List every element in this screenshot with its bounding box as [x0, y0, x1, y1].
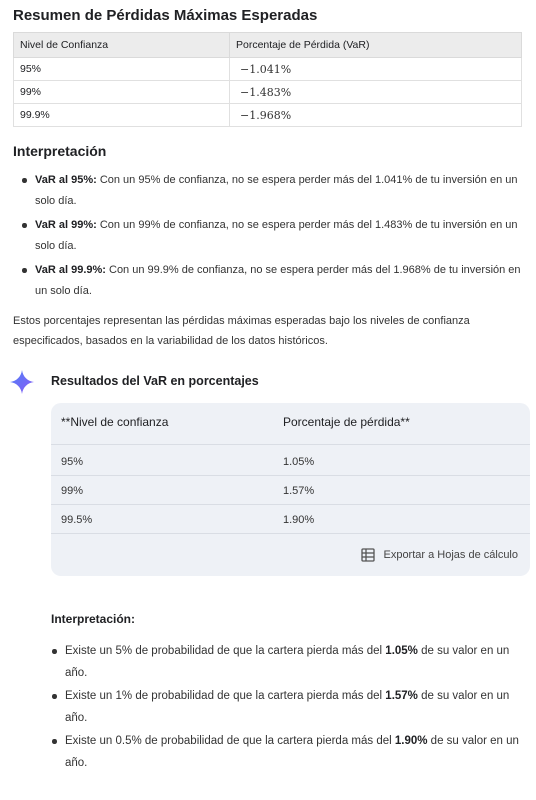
- interpretation-heading: Interpretación: [13, 143, 107, 159]
- bullet-text: Existe un 1% de probabilidad de que la cartera pierda más del: [65, 690, 386, 702]
- cell-confidence: 95%: [61, 456, 84, 468]
- header-loss: Porcentaje de pérdida**: [283, 415, 410, 429]
- cell-confidence: 99.5%: [61, 514, 93, 526]
- header-confidence: Nivel de Confianza: [14, 33, 230, 58]
- interpretation-list: [13, 170, 525, 301]
- list-item: [13, 170, 525, 211]
- cell-confidence: 99%: [14, 81, 230, 104]
- header-loss: Porcentaje de Pérdida (VaR): [230, 33, 522, 58]
- bullet-label: VaR al 95%:: [35, 174, 97, 186]
- list-item: [13, 215, 525, 256]
- list-item: [51, 730, 531, 774]
- interpretation-list-2: [51, 640, 531, 775]
- export-label: Exportar a Hojas de cálculo: [383, 549, 518, 561]
- row-divider: [51, 444, 530, 445]
- bullet-value: 1.57%: [385, 690, 418, 702]
- bullet-text: Existe un 5% de probabilidad de que la cartera pierda más del: [65, 645, 386, 657]
- table-row: [14, 81, 522, 104]
- bullet-text: de su valor en un año.: [65, 690, 510, 724]
- bullet-value: 1.05%: [385, 645, 418, 657]
- summary-paragraph: Estos porcentajes representan las pérdidas máximas esperadas bajo los niveles de confianza especificados, basados en la variabilidad de los datos históricos.: [13, 315, 470, 347]
- summary-title: Resumen de Pérdidas Máximas Esperadas: [13, 7, 318, 24]
- bullet-text: Existe un 0.5% de probabilidad de que la cartera pierda más del: [65, 735, 395, 747]
- header-confidence: **Nivel de confianza: [61, 415, 169, 429]
- cell-loss: −1.483%: [230, 81, 522, 104]
- cell-loss: 1.90%: [283, 514, 315, 526]
- interpretation-heading-2: Interpretación:: [51, 612, 136, 626]
- results-table-card: [51, 403, 530, 576]
- export-to-sheets-button[interactable]: [361, 548, 518, 562]
- row-divider: [51, 475, 530, 476]
- table-header-row: [14, 33, 522, 58]
- results-title: Resultados del VaR en porcentajes: [51, 374, 259, 388]
- summary-section: [13, 0, 525, 351]
- cell-confidence: 99%: [61, 485, 84, 497]
- table-row: [14, 104, 522, 127]
- bullet-text: Con un 99% de confianza, no se espera perder más del 1.483% de tu inversión en un solo día.: [35, 219, 518, 252]
- bullet-text: Con un 95% de confianza, no se espera perder más del 1.041% de tu inversión en un solo día.: [35, 174, 518, 207]
- bullet-value: 1.90%: [394, 735, 428, 747]
- sparkle-icon: [10, 370, 34, 394]
- list-item: [51, 685, 531, 729]
- list-item: [51, 640, 531, 684]
- cell-loss: 1.57%: [283, 485, 315, 497]
- cell-loss: −1.041%: [230, 58, 522, 81]
- row-divider: [51, 504, 530, 505]
- var-summary-table: [13, 32, 522, 127]
- table-row: [14, 58, 522, 81]
- cell-confidence: 99.9%: [14, 104, 230, 127]
- cell-confidence: 95%: [14, 58, 230, 81]
- bullet-text: de su valor en un año.: [65, 735, 519, 769]
- bullet-text: de su valor en un año.: [65, 645, 510, 679]
- cell-loss: −1.968%: [230, 104, 522, 127]
- bullet-label: VaR al 99.9%:: [35, 264, 106, 276]
- spreadsheet-icon: [361, 548, 375, 562]
- bullet-label: VaR al 99%:: [35, 219, 97, 231]
- cell-loss: 1.05%: [283, 456, 315, 468]
- bullet-text: Con un 99.9% de confianza, no se espera perder más del 1.968% de tu inversión en un solo día.: [35, 264, 521, 297]
- list-item: [13, 260, 525, 301]
- row-divider: [51, 533, 530, 534]
